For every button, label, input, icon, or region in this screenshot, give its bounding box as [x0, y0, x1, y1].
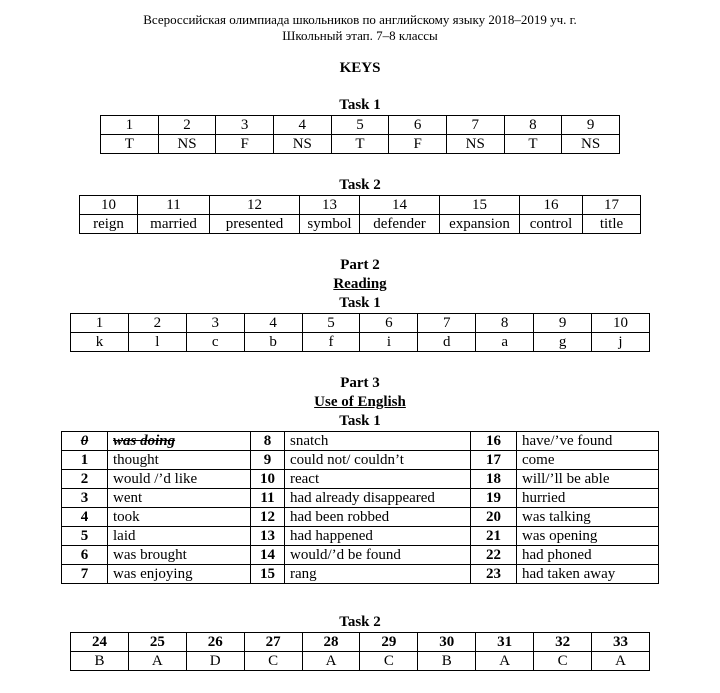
- item-number-cell: 5: [62, 527, 108, 546]
- answer-cell: was opening: [517, 527, 659, 546]
- item-number-cell: 2: [62, 470, 108, 489]
- item-number-cell: 10: [251, 470, 285, 489]
- task-number-cell: 3: [216, 116, 274, 135]
- answer-cell: l: [128, 333, 186, 352]
- part3-task1-title: Task 1: [339, 413, 381, 429]
- answer-cell: B: [418, 652, 476, 671]
- task-number-cell: 14: [360, 196, 440, 215]
- task-number-cell: 11: [138, 196, 210, 215]
- answer-cell: j: [592, 333, 650, 352]
- answer-cell: hurried: [517, 489, 659, 508]
- item-number-cell: 19: [471, 489, 517, 508]
- reading-number-row: [71, 314, 650, 333]
- table-row: [62, 565, 659, 584]
- task-number-cell: 1: [101, 116, 159, 135]
- item-number-cell: 12: [251, 508, 285, 527]
- answer-cell: reign: [80, 215, 138, 234]
- item-number-cell: 8: [251, 432, 285, 451]
- task-number-cell: 8: [476, 314, 534, 333]
- answer-cell: defender: [360, 215, 440, 234]
- task-number-cell: 9: [534, 314, 592, 333]
- task-number-cell: 15: [440, 196, 520, 215]
- task1-table: [100, 115, 620, 154]
- answer-cell: c: [186, 333, 244, 352]
- answer-cell: A: [128, 652, 186, 671]
- answer-cell: had already disappeared: [285, 489, 471, 508]
- task2-answer-row: [80, 215, 641, 234]
- answer-cell: A: [592, 652, 650, 671]
- item-number-cell: 3: [62, 489, 108, 508]
- task2-part3-table: [70, 632, 650, 671]
- task2-table: [79, 195, 641, 234]
- table-row: [62, 470, 659, 489]
- answer-cell: C: [244, 652, 302, 671]
- task-number-cell: 2: [158, 116, 216, 135]
- answer-cell: C: [534, 652, 592, 671]
- reading-answer-row: [71, 333, 650, 352]
- answer-cell: a: [476, 333, 534, 352]
- item-number-cell: 4: [62, 508, 108, 527]
- task1-number-row: [101, 116, 620, 135]
- answer-cell: was brought: [108, 546, 251, 565]
- answer-cell: k: [71, 333, 129, 352]
- answer-cell: symbol: [300, 215, 360, 234]
- table-row: [62, 451, 659, 470]
- answer-cell: d: [418, 333, 476, 352]
- answer-cell: presented: [210, 215, 300, 234]
- task-number-cell: 33: [592, 633, 650, 652]
- item-number-cell: 16: [471, 432, 517, 451]
- task2-part3-answer-row: [71, 652, 650, 671]
- answer-cell: thought: [108, 451, 251, 470]
- task-number-cell: 31: [476, 633, 534, 652]
- task-number-cell: 7: [446, 116, 504, 135]
- example-number-cell: 0: [62, 432, 108, 451]
- answer-cell: NS: [562, 135, 620, 154]
- answer-cell: i: [360, 333, 418, 352]
- task-number-cell: 30: [418, 633, 476, 652]
- answer-cell: A: [302, 652, 360, 671]
- answer-cell: F: [389, 135, 447, 154]
- answer-cell: control: [520, 215, 583, 234]
- task-number-cell: 17: [583, 196, 641, 215]
- example-answer-cell: was doing: [108, 432, 251, 451]
- answer-cell: will/’ll be able: [517, 470, 659, 489]
- answer-cell: come: [517, 451, 659, 470]
- answer-cell: g: [534, 333, 592, 352]
- use-of-english-table: [61, 431, 659, 584]
- task-number-cell: 3: [186, 314, 244, 333]
- task-number-cell: 29: [360, 633, 418, 652]
- reading-heading: Reading: [333, 276, 387, 292]
- answer-cell: laid: [108, 527, 251, 546]
- task2-number-row: [80, 196, 641, 215]
- answer-cell: title: [583, 215, 641, 234]
- part3-title: Part 3: [340, 375, 380, 391]
- item-number-cell: 15: [251, 565, 285, 584]
- task1-title: Task 1: [339, 97, 381, 113]
- task-number-cell: 1: [71, 314, 129, 333]
- item-number-cell: 14: [251, 546, 285, 565]
- part2-task1-title: Task 1: [339, 295, 381, 311]
- answer-cell: f: [302, 333, 360, 352]
- task-number-cell: 2: [128, 314, 186, 333]
- keys-title: KEYS: [339, 60, 381, 76]
- answer-cell: had been robbed: [285, 508, 471, 527]
- part3-task2-title: Task 2: [339, 614, 381, 630]
- answer-cell: married: [138, 215, 210, 234]
- answer-cell: react: [285, 470, 471, 489]
- task2-title: Task 2: [339, 177, 381, 193]
- task-number-cell: 4: [273, 116, 331, 135]
- answer-cell: T: [504, 135, 562, 154]
- part3-subtitle: [0, 394, 720, 411]
- answer-cell: would /’d like: [108, 470, 251, 489]
- task-number-cell: 27: [244, 633, 302, 652]
- item-number-cell: 13: [251, 527, 285, 546]
- table-row: [62, 508, 659, 527]
- table-row: [62, 527, 659, 546]
- answer-cell: could not/ couldn’t: [285, 451, 471, 470]
- task-number-cell: 32: [534, 633, 592, 652]
- answer-cell: T: [101, 135, 159, 154]
- answer-cell: b: [244, 333, 302, 352]
- item-number-cell: 20: [471, 508, 517, 527]
- answer-cell: A: [476, 652, 534, 671]
- task-number-cell: 8: [504, 116, 562, 135]
- item-number-cell: 9: [251, 451, 285, 470]
- answer-cell: would/’d be found: [285, 546, 471, 565]
- reading-table: [70, 313, 650, 352]
- task-number-cell: 7: [418, 314, 476, 333]
- answer-cell: expansion: [440, 215, 520, 234]
- answer-cell: C: [360, 652, 418, 671]
- item-number-cell: 23: [471, 565, 517, 584]
- header-line-2: Школьный этап. 7–8 классы: [282, 28, 438, 43]
- part2-subtitle: [0, 276, 720, 293]
- header-line-1: Всероссийская олимпиада школьников по английскому языку 2018–2019 уч. г.: [143, 12, 577, 27]
- task2-part3-number-row: [71, 633, 650, 652]
- item-number-cell: 6: [62, 546, 108, 565]
- use-of-english-heading: Use of English: [314, 394, 406, 410]
- task-number-cell: 5: [331, 116, 389, 135]
- answer-cell: B: [71, 652, 129, 671]
- answer-cell: had happened: [285, 527, 471, 546]
- table-row: [62, 489, 659, 508]
- task-number-cell: 12: [210, 196, 300, 215]
- task1-answer-row: [101, 135, 620, 154]
- answer-cell: took: [108, 508, 251, 527]
- task-number-cell: 25: [128, 633, 186, 652]
- item-number-cell: 11: [251, 489, 285, 508]
- task-number-cell: 24: [71, 633, 129, 652]
- task-number-cell: 10: [80, 196, 138, 215]
- answer-cell: snatch: [285, 432, 471, 451]
- answer-cell: was enjoying: [108, 565, 251, 584]
- answer-cell: F: [216, 135, 274, 154]
- task-number-cell: 10: [592, 314, 650, 333]
- answer-cell: have/’ve found: [517, 432, 659, 451]
- answer-cell: NS: [273, 135, 331, 154]
- task-number-cell: 5: [302, 314, 360, 333]
- answer-cell: was talking: [517, 508, 659, 527]
- part2-title: Part 2: [340, 257, 380, 273]
- task-number-cell: 28: [302, 633, 360, 652]
- answer-cell: went: [108, 489, 251, 508]
- task-number-cell: 6: [360, 314, 418, 333]
- task-number-cell: 16: [520, 196, 583, 215]
- task-number-cell: 9: [562, 116, 620, 135]
- answer-cell: had phoned: [517, 546, 659, 565]
- table-row: [62, 432, 659, 451]
- item-number-cell: 1: [62, 451, 108, 470]
- answer-cell: rang: [285, 565, 471, 584]
- task-number-cell: 26: [186, 633, 244, 652]
- answer-cell: had taken away: [517, 565, 659, 584]
- task-number-cell: 6: [389, 116, 447, 135]
- task-number-cell: 13: [300, 196, 360, 215]
- answer-cell: NS: [446, 135, 504, 154]
- item-number-cell: 22: [471, 546, 517, 565]
- item-number-cell: 21: [471, 527, 517, 546]
- task-number-cell: 4: [244, 314, 302, 333]
- table-row: [62, 546, 659, 565]
- answer-cell: D: [186, 652, 244, 671]
- item-number-cell: 7: [62, 565, 108, 584]
- item-number-cell: 18: [471, 470, 517, 489]
- answer-cell: NS: [158, 135, 216, 154]
- item-number-cell: 17: [471, 451, 517, 470]
- answer-cell: T: [331, 135, 389, 154]
